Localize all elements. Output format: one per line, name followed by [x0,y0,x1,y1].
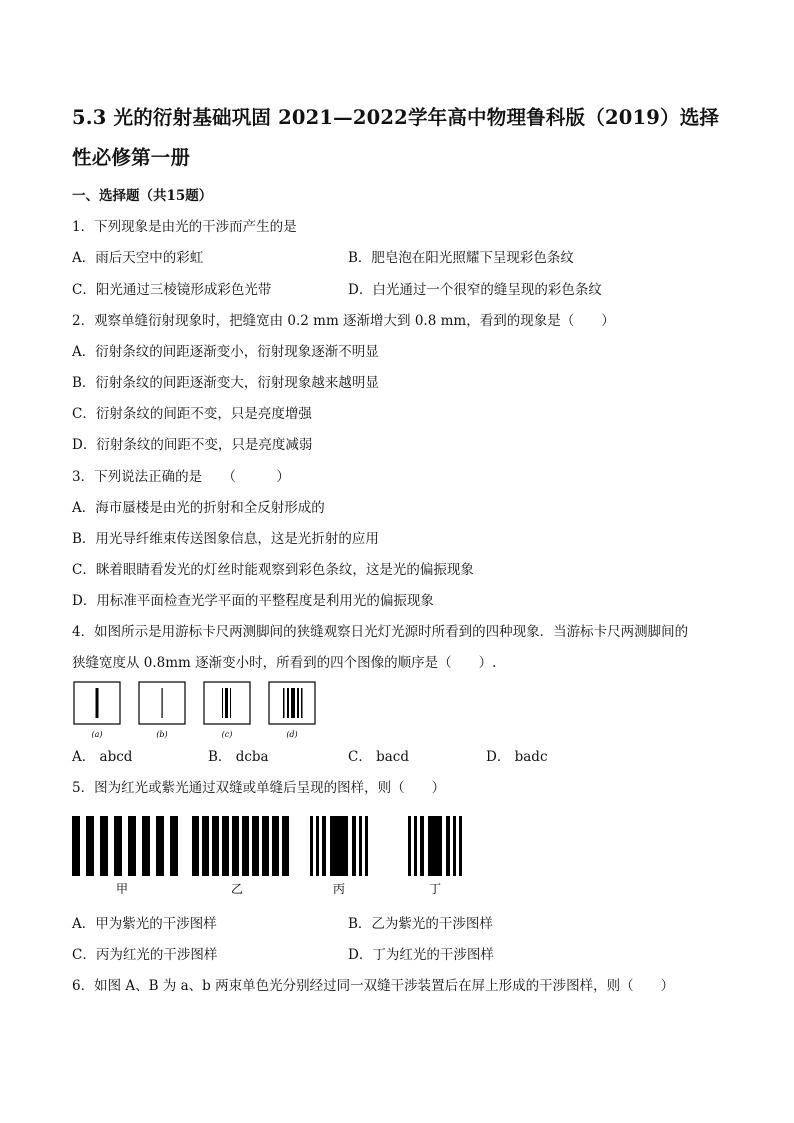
section-heading: 一、选择题（共15题） [72,188,213,204]
page-title: 5.3 光的衍射基础巩固 2021—2022学年高中物理鲁科版（2019）选择性必修第一册 [72,106,720,169]
q5-jia-bar [114,816,122,876]
q5-jia-bar [72,816,80,876]
q4-fringe-d1 [283,688,285,718]
q5-yi-bar [192,816,199,876]
q4-fringe-c1 [222,688,223,718]
q5-label-bing: 丙 [332,882,346,896]
q5-ding-bar [453,816,456,876]
q5-ding-bar [414,816,417,876]
q4-label-a: (a) [91,730,103,739]
q1-option-b: B．肥皂泡在阳光照耀下呈现彩色条纹 [348,250,574,266]
q4-stem-line2: 狭缝宽度从 0.8mm 逐渐变小时，所看到的四个图像的顺序是（ ）. [72,655,497,671]
q5-ding-central [428,816,442,876]
q5-ding-bar [446,816,450,876]
q5-yi-bar [202,816,209,876]
q5-option-a: A．甲为紫光的干涉图样 [72,916,217,932]
q5-fringe-figure [72,814,482,898]
q5-ding-bar [459,816,462,876]
q4-fringe-c2 [225,688,228,718]
q5-ding-bar [408,816,411,876]
q5-label-ding: 丁 [428,882,442,896]
q1-stem: 1．下列现象是由光的干涉而产生的是 [72,219,297,235]
q5-bing-bar [310,816,313,876]
q5-stem: 5．图为红光或紫光通过双缝或单缝后呈现的图样，则（ ） [72,780,446,796]
q4-fringe-d2 [287,688,289,718]
q5-jia-bar [128,816,136,876]
q2-option-a: A．衍射条纹的间距逐渐变小，衍射现象逐渐不明显 [72,344,379,360]
q5-pattern-jia [72,816,178,896]
q3-option-c: C．眯着眼睛看发光的灯丝时能观察到彩色条纹，这是光的偏振现象 [72,562,474,578]
q4-slit-figure [72,680,322,742]
q4-fringe-b [162,688,163,718]
q4-figure-d [269,682,315,739]
q5-yi-bar [212,816,219,876]
q4-label-d: (d) [286,730,298,739]
q5-jia-bar [142,816,150,876]
q5-option-c: C．丙为红光的干涉图样 [72,947,218,963]
q3-option-d: D．用标准平面检查光学平面的平整程度是利用光的偏振现象 [72,593,434,609]
q4-fringe-d3 [291,688,295,718]
q5-bing-bar [352,816,356,876]
q5-yi-bar [252,816,259,876]
q1-option-c: C．阳光通过三棱镜形成彩色光带 [72,282,272,298]
q5-yi-bar [262,816,269,876]
q3-option-b: B．用光导纤维束传送图象信息，这是光折射的应用 [72,531,379,547]
q5-bing-bar [365,816,368,876]
q5-jia-bar [156,816,164,876]
q5-jia-bar [86,816,94,876]
q5-bing-bar [322,816,326,876]
q4-fringe-c3 [230,688,231,718]
q5-jia-bar [170,816,178,876]
q5-option-d: D．丁为红光的干涉图样 [348,947,494,963]
q5-yi-bar [272,816,279,876]
q4-option-c: C． bacd [348,749,410,765]
q1-option-d: D．白光通过一个很窄的缝呈现的彩色条纹 [348,282,602,298]
q2-option-d: D．衍射条纹的间距不变，只是亮度减弱 [72,437,313,453]
q5-ding-bar [420,816,424,876]
q5-label-yi: 乙 [230,882,244,896]
q6-stem: 6．如图 A、B 为 a、b 两束单色光分别经过同一双缝干涉装置后在屏上形成的干涉图样，则（ ） [72,978,675,994]
q5-option-b: B．乙为紫光的干涉图样 [348,916,493,932]
q4-label-c: (c) [221,730,233,739]
q4-label-b: (b) [156,730,168,739]
q4-option-d: D． badc [486,749,548,765]
q4-option-b: B． dcba [208,749,269,765]
q5-yi-bar [222,816,229,876]
q2-stem: 2．观察单缝衍射现象时，把缝宽由 0.2 mm 逐渐增大到 0.8 mm，看到的现象是（ ） [72,313,615,329]
q4-fringe-d4 [297,688,299,718]
q4-figure-b [139,682,185,739]
q5-bing-central [330,816,348,876]
q3-stem: 3．下列说法正确的是 （ ） [72,469,290,485]
q2-option-b: B．衍射条纹的间距逐渐变大，衍射现象越来越明显 [72,375,379,391]
q4-fringe-a [96,688,99,718]
q5-bing-bar [316,816,319,876]
q5-jia-bar [100,816,108,876]
q2-option-c: C．衍射条纹的间距不变，只是亮度增强 [72,406,312,422]
q4-fringe-d5 [301,688,303,718]
q1-option-a: A．雨后天空中的彩虹 [72,250,204,266]
q4-figure-a [74,682,120,739]
q5-bing-bar [359,816,362,876]
q5-yi-bar [282,816,289,876]
q5-yi-bar [232,816,239,876]
q4-figure-c [204,682,250,739]
q5-pattern-yi [192,816,289,896]
q5-pattern-bing [310,816,368,896]
q5-pattern-ding [408,816,462,896]
q5-yi-bar [242,816,249,876]
q4-option-a: A． abcd [72,749,133,765]
q5-label-jia: 甲 [115,882,129,896]
q4-stem-line1: 4．如图所示是用游标卡尺两测脚间的狭缝观察日光灯光源时所看到的四种现象．当游标卡尺两测脚间的 [72,624,689,640]
q3-option-a: A．海市蜃楼是由光的折射和全反射形成的 [72,500,325,516]
